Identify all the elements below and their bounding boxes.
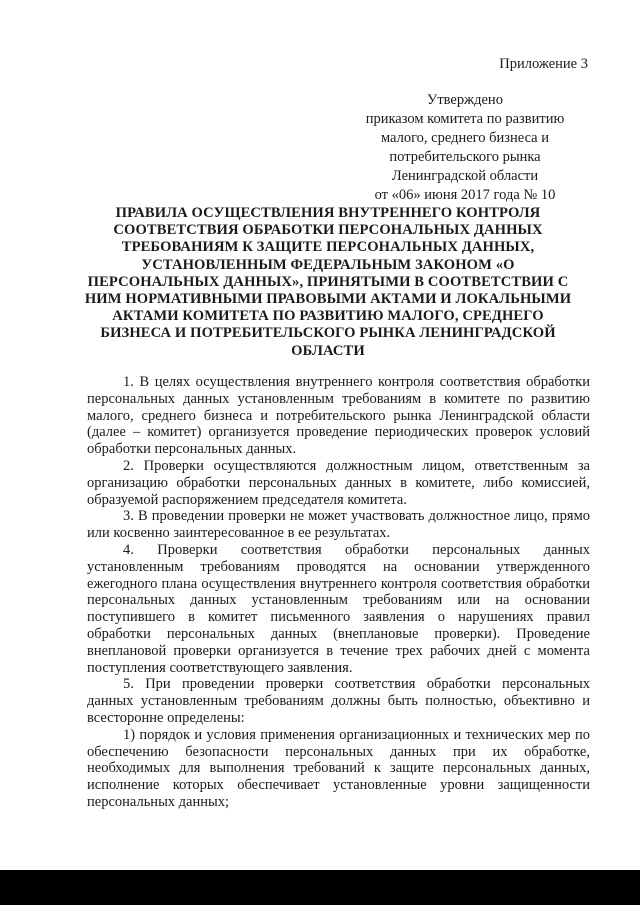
approval-line: малого, среднего бизнеса и: [380, 130, 550, 146]
paragraph-5-item-1: 1) порядок и условия применения организационных и технических мер по обеспечению безопасности персональных данных при их обработке, необходимых для выполнения требований к защите персональных данных, исполнение которых обеспечивает установленные уровни защищенности персональных данных;: [87, 726, 590, 810]
scan-bottom-border: [0, 870, 640, 905]
paragraph-4: 4. Проверки соответствия обработки персональных данных установленным требованиям проводятся на основании утвержденного ежегодного плана осуществления внутреннего контроля соответствия обработки персональных данных установленным требованиям или на основании поступившего в комитет письменного заявления о нарушениях правил обработки персональных данных (внеплановые проверки). Проведение внеплановой проверки организуется в течение трех рабочих дней с момента поступления соответствующего заявления.: [87, 541, 590, 676]
paragraph-5: 5. При проведении проверки соответствия обработки персональных данных установленным требованиям должны быть полностью, объективно и всесторонне определены:: [87, 676, 590, 726]
appendix-label: Приложение 3: [499, 56, 588, 72]
approval-line: приказом комитета по развитию: [365, 111, 565, 127]
approval-line: Ленинградской области: [391, 168, 539, 184]
paragraph-1: 1. В целях осуществления внутреннего контроля соответствия обработки персональных данных установленным требованиям в комитете по развитию малого, среднего бизнеса и потребительского рынка Ленинградской области (далее – комитет) организуется проведение периодических проверок условий обработки персональных данных.: [87, 374, 590, 458]
approval-block: [352, 91, 578, 205]
paragraph-2: 2. Проверки осуществляются должностным лицом, ответственным за организацию обработки персональных данных в комитете, либо комиссией, образуемой распоряжением председателя комитета.: [87, 457, 590, 508]
approval-line: Утверждено: [427, 92, 503, 108]
document-title: ПРАВИЛА ОСУЩЕСТВЛЕНИЯ ВНУТРЕННЕГО КОНТРОЛЯ СООТВЕТСТВИЯ ОБРАБОТКИ ПЕРСОНАЛЬНЫХ ДАННЫХ ТРЕБОВАНИЯМ К ЗАЩИТЕ ПЕРСОНАЛЬНЫХ ДАННЫХ, УСТАНОВЛЕННЫМ ФЕДЕРАЛЬНЫМ ЗАКОНОМ «О ПЕРСОНАЛЬНЫХ ДАННЫХ», ПРИНЯТЫМИ В СООТВЕТСТВИИ С НИМ НОРМАТИВНЫМИ ПРАВОВЫМИ АКТАМИ И ЛОКАЛЬНЫМИ АКТАМИ КОМИТЕТА ПО РАЗВИТИЮ МАЛОГО, СРЕДНЕГО БИЗНЕСА И ПОТРЕБИТЕЛЬСКОГО РЫНКА ЛЕНИНГРАДСКОЙ ОБЛАСТИ: [84, 205, 572, 359]
paragraph-3: 3. В проведении проверки не может участвовать должностное лицо, прямо или косвенно заинтересованное в ее результатах.: [87, 508, 590, 542]
document-body: [87, 374, 590, 811]
approval-line: потребительского рынка: [389, 149, 541, 165]
approval-line: от «06» июня 2017 года № 10: [374, 187, 556, 203]
